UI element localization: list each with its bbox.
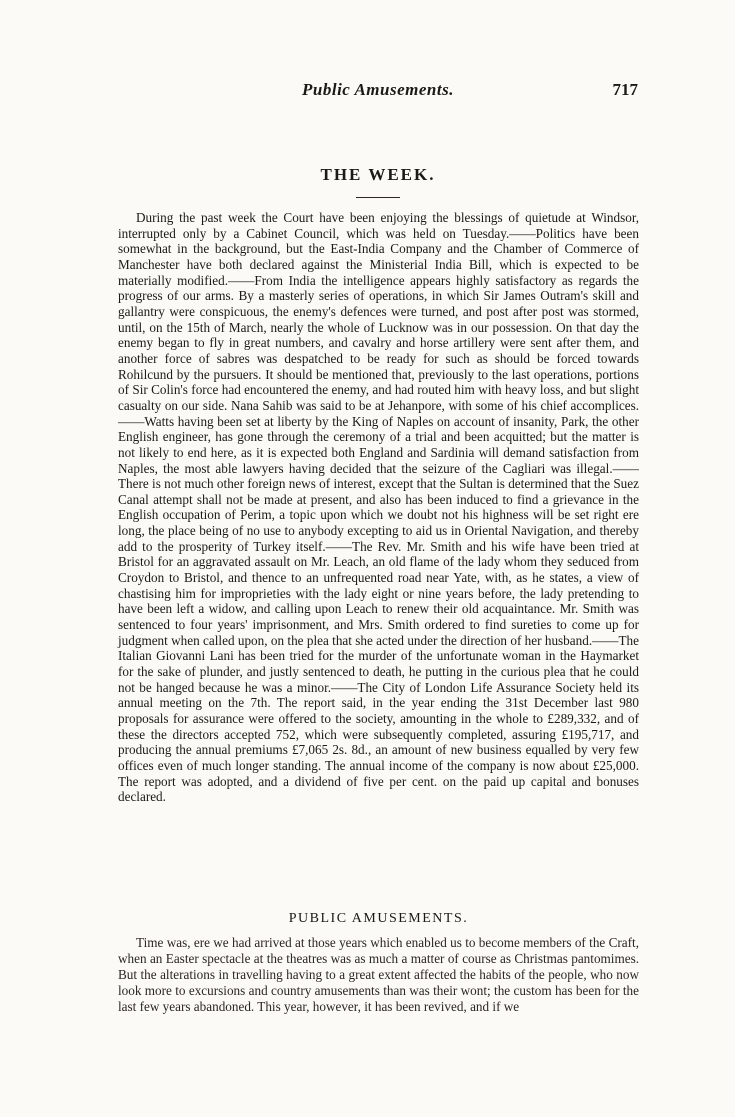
section-title-the-week: THE WEEK. xyxy=(320,165,436,184)
the-week-paragraph: During the past week the Court have been enjoying the blessings of quietude at Windsor, interrupted only by a Cabinet Council, which was held on Tuesday.——Politics have been somewhat in the background, but the East-India Company and the Chamber of Commerce of Manchester have both declared against the Ministerial India Bill, which is expected to be materially modified.——From India the intelligence appears highly satisfactory as regards the progress of our arms. By a masterly series of operations, in which Sir James Outram's skill and gallantry were conspicuous, the enemy's defences were turned, and post after post was stormed, until, on the 15th of March, nearly the whole of Lucknow was in our possession. On that day the enemy began to fly in great numbers, and cavalry and horse artillery were sent after them, and another force of sabres was despatched to be ready for such as should be forced towards Rohilcund by the pursuers. It should be mentioned that, previously to the last operations, portions of Sir Colin's force had encountered the enemy, and had routed him with heavy loss, and but slight casualty on our side. Nana Sahib was said to be at Jehanpore, with some of his chief accomplices.——Watts having been set at liberty by the King of Naples on account of insanity, Park, the other English engineer, has gone through the ceremony of a trial and been acquitted; but the matter is not likely to end here, as it is expected both England and Sardinia will demand satisfaction from Naples, the most able lawyers having decided that the seizure of the Cagliari was illegal.——There is not much other foreign news of interest, except that the Sultan is determined that the Suez Canal attempt shall not be made at present, and also has been induced to find a grievance in the English occupation of Perim, a topic upon which we doubt not his highness will be set right ere long, the place being of no use to anybody excepting to aid us in Oriental Navigation, and thereby add to the prosperity of Turkey itself.——The Rev. Mr. Smith and his wife have been tried at Bristol for an aggravated assault on Mr. Leach, an old flame of the lady whom they seduced from Croydon to Bristol, and thence to an unfrequented road near Yate, with, as he states, a view of chastising him for improprieties with the lady eight or nine years before, the lady pretending to have been left a widow, and calling upon Leach to renew their old acquaintance. Mr. Smith was sentenced to four years' imprisonment, and Mrs. Smith ordered to find sureties to come up for judgment when called upon, on the plea that she acted under the direction of her husband.——The Italian Giovanni Lani has been tried for the murder of the unfortunate woman in the Haymarket for the sake of plunder, and justly sentenced to death, he putting in the curious plea that he could not be hanged because he was a minor.——The City of London Life Assurance Society held its annual meeting on the 7th. The report said, in the year ending the 31st December last 980 proposals for assurance were offered to the society, amounting in the whole to £289,332, and of these the directors accepted 752, which were subsequently completed, assuring £195,717, and producing the annual premiums £7,065 2s. 8d., an amount of new business equalled by very few offices even of much longer standing. The annual income of the company is now about £25,000. The report was adopted, and a dividend of five per cent. on the paid up capital and bonuses declared. xyxy=(118,210,639,805)
public-amusements-paragraph: Time was, ere we had arrived at those years which enabled us to become members of the Craft, when an Easter spectacle at the theatres was as much a matter of course as Christmas pantomimes. But the alterations in travelling having to a great extent affected the habits of the people, who now look more to excursions and country amusements than was their wont; the custom has been for the last few years abandoned. This year, however, it has been revived, and if we xyxy=(118,935,639,1014)
running-title: Public Amusements. xyxy=(302,80,454,99)
section-heading-public-amusements: PUBLIC AMUSEMENTS. xyxy=(288,911,469,926)
title-rule xyxy=(356,197,400,198)
running-head xyxy=(118,80,638,104)
page-number: 717 xyxy=(612,80,638,99)
